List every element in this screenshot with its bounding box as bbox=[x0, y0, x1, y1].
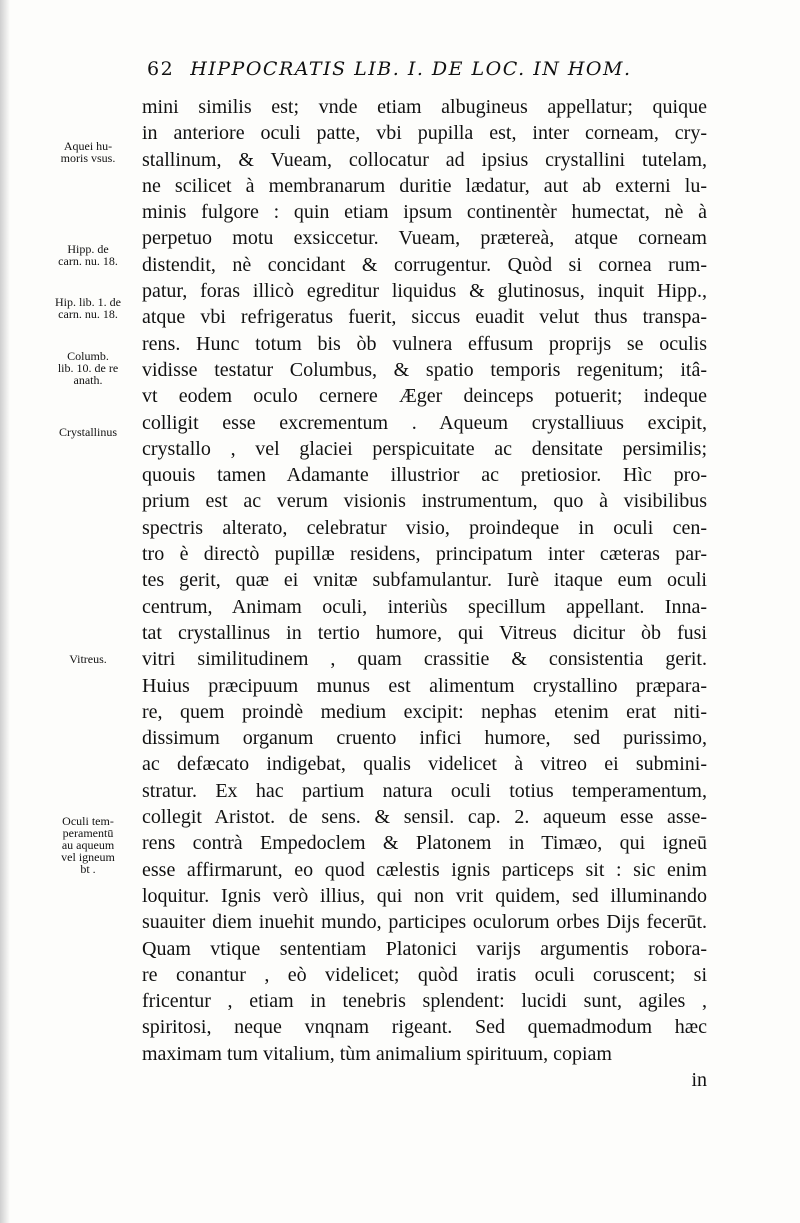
margin-note-line: Hipp. de bbox=[67, 242, 109, 256]
running-header bbox=[147, 58, 707, 80]
margin-note-line: Hip. lib. 1. de bbox=[55, 295, 121, 309]
text-line: centrum, Animam oculi, interiùs specillum appellant. Inna- bbox=[142, 595, 707, 618]
text-line: prium est ac verum visionis instrumentum, quo à visibilibus bbox=[142, 490, 707, 513]
margin-note-line: peramentū bbox=[62, 826, 114, 840]
text-line: vt eodem oculo cernere Æger deinceps potuerit; indeque bbox=[142, 385, 707, 408]
margin-note bbox=[42, 653, 134, 665]
page-gutter-shadow bbox=[0, 0, 10, 1223]
text-line: stallinum, & Vueam, collocatur ad ipsius crystallini tutelam, bbox=[142, 148, 707, 171]
text-line: distendit, nè concidant & corrugentur. Quòd si cornea rum- bbox=[142, 253, 707, 276]
margin-note-line: Crystallinus bbox=[58, 425, 117, 439]
text-line: loquitur. Ignis verò illius, qui non vrit quidem, sed illuminando bbox=[142, 884, 707, 907]
margin-note-line: carn. nu. 18. bbox=[58, 254, 118, 268]
text-line: atque vbi refrigeratus fuerit, siccus euadit velut thus transpa- bbox=[142, 306, 707, 329]
margin-note-line: carn. nu. 18. bbox=[58, 307, 118, 321]
margin-note-line: Aquei hu- bbox=[63, 139, 113, 153]
text-line: re conantur , eò videlicet; quòd iratis oculi coruscent; si bbox=[142, 963, 707, 986]
text-line: minis fulgore : quin etiam ipsum continentèr humectat, nè à bbox=[142, 201, 707, 224]
text-line: crystallo , vel glaciei perspicuitate ac densitate persimilis; bbox=[142, 437, 707, 460]
margin-note-line: au aqueum bbox=[61, 838, 115, 852]
text-line: mini similis est; vnde etiam albugineus appellatur; quique bbox=[142, 96, 707, 118]
text-line: Huius præcipuum munus est alimentum crystallino præpara- bbox=[142, 674, 707, 697]
margin-note bbox=[42, 296, 134, 320]
main-text bbox=[142, 94, 707, 1093]
text-line: quouis tamen Adamante illustrior ac pretiosior. Hìc pro- bbox=[142, 464, 707, 487]
margin-note-line: Columb. bbox=[67, 349, 109, 363]
text-line: in anteriore oculi patte, vbi pupilla est, inter corneam, cry- bbox=[142, 122, 707, 145]
margin-note bbox=[42, 815, 134, 875]
margin-note-line: Oculi tem- bbox=[62, 814, 114, 828]
page-number: 62 bbox=[147, 58, 175, 80]
text-line: maximam tum vitalium, tùm animalium spirituum, copiam bbox=[142, 1042, 612, 1065]
text-line: Quam vtique sententiam Platonici varijs argumentis robora- bbox=[142, 937, 707, 960]
text-line: ac defæcato indigebat, qualis videlicet à vitreo ei submini- bbox=[142, 753, 707, 776]
margin-note bbox=[42, 350, 134, 386]
text-line: spiritosi, neque vnqnam rigeant. Sed quemadmodum hæc bbox=[142, 1016, 707, 1039]
margin-note-line: lib. 10. de re bbox=[57, 361, 119, 375]
text-line: vidisse testatur Columbus, & spatio temporis regenitum; itâ- bbox=[142, 358, 707, 381]
text-line: tro è directò pupillæ residens, principatum inter cæteras par- bbox=[142, 543, 707, 566]
text-line: tat crystallinus in tertio humore, qui Vitreus dicitur òb fusi bbox=[142, 621, 707, 644]
text-line: ne scilicet à membranarum duritie lædatur, aut ab externi lu- bbox=[142, 174, 707, 197]
text-line: vitri similitudinem , quam crassitie & consistentia gerit. bbox=[142, 648, 707, 671]
catchword: in bbox=[691, 1068, 707, 1091]
text-line: tes gerit, quæ ei vnitæ subfamulantur. Iurè itaque eum oculi bbox=[142, 569, 707, 592]
text-line: stratur. Ex hac partium natura oculi totius temperamentum, bbox=[142, 779, 707, 802]
text-line: fricentur , etiam in tenebris splendent: lucidi sunt, agiles , bbox=[142, 990, 707, 1013]
margin-note-line: vel igneum bbox=[61, 850, 115, 864]
margin-note bbox=[42, 140, 134, 164]
running-title: HIPPOCRATIS LIB. I. DE LOC. IN HOM. bbox=[190, 58, 632, 80]
text-line: colligit esse excrementum . Aqueum crystalliuus excipit, bbox=[142, 411, 707, 434]
text-line: rens contrà Empedoclem & Platonem in Timæo, qui igneū bbox=[142, 832, 707, 855]
text-line: esse affirmarunt, eo quod cælestis ignis particeps sit : sic enim bbox=[142, 858, 707, 881]
margin-note bbox=[42, 243, 134, 267]
text-line: rens. Hunc totum bis òb vulnera effusum proprijs se oculis bbox=[142, 332, 707, 355]
text-line: spectris alterato, celebratur visio, proindeque in oculi cen- bbox=[142, 516, 707, 539]
margin-note-line: Vitreus. bbox=[69, 652, 107, 666]
text-line: suauiter diem inuehit mundo, participes oculorum orbes Dijs fecerūt. bbox=[142, 911, 707, 934]
text-line: patur, foras illicò egreditur liquidus & glutinosus, inquit Hipp., bbox=[142, 280, 707, 303]
margin-note-line: moris vsus. bbox=[60, 151, 116, 165]
text-line: re, quem proindè medium excipit: nephas etenim erat niti- bbox=[142, 700, 707, 723]
margin-note bbox=[42, 426, 134, 438]
margin-note-line: anath. bbox=[73, 373, 103, 387]
text-line: collegit Aristot. de sens. & sensil. cap. 2. aqueum esse asse- bbox=[142, 806, 707, 829]
margin-note-line: bt . bbox=[80, 862, 96, 876]
text-line: perpetuo motu exsiccetur. Vueam, prætereà, atque corneam bbox=[142, 227, 707, 250]
text-line: dissimum organum cruento infici humore, sed purissimo, bbox=[142, 727, 707, 750]
